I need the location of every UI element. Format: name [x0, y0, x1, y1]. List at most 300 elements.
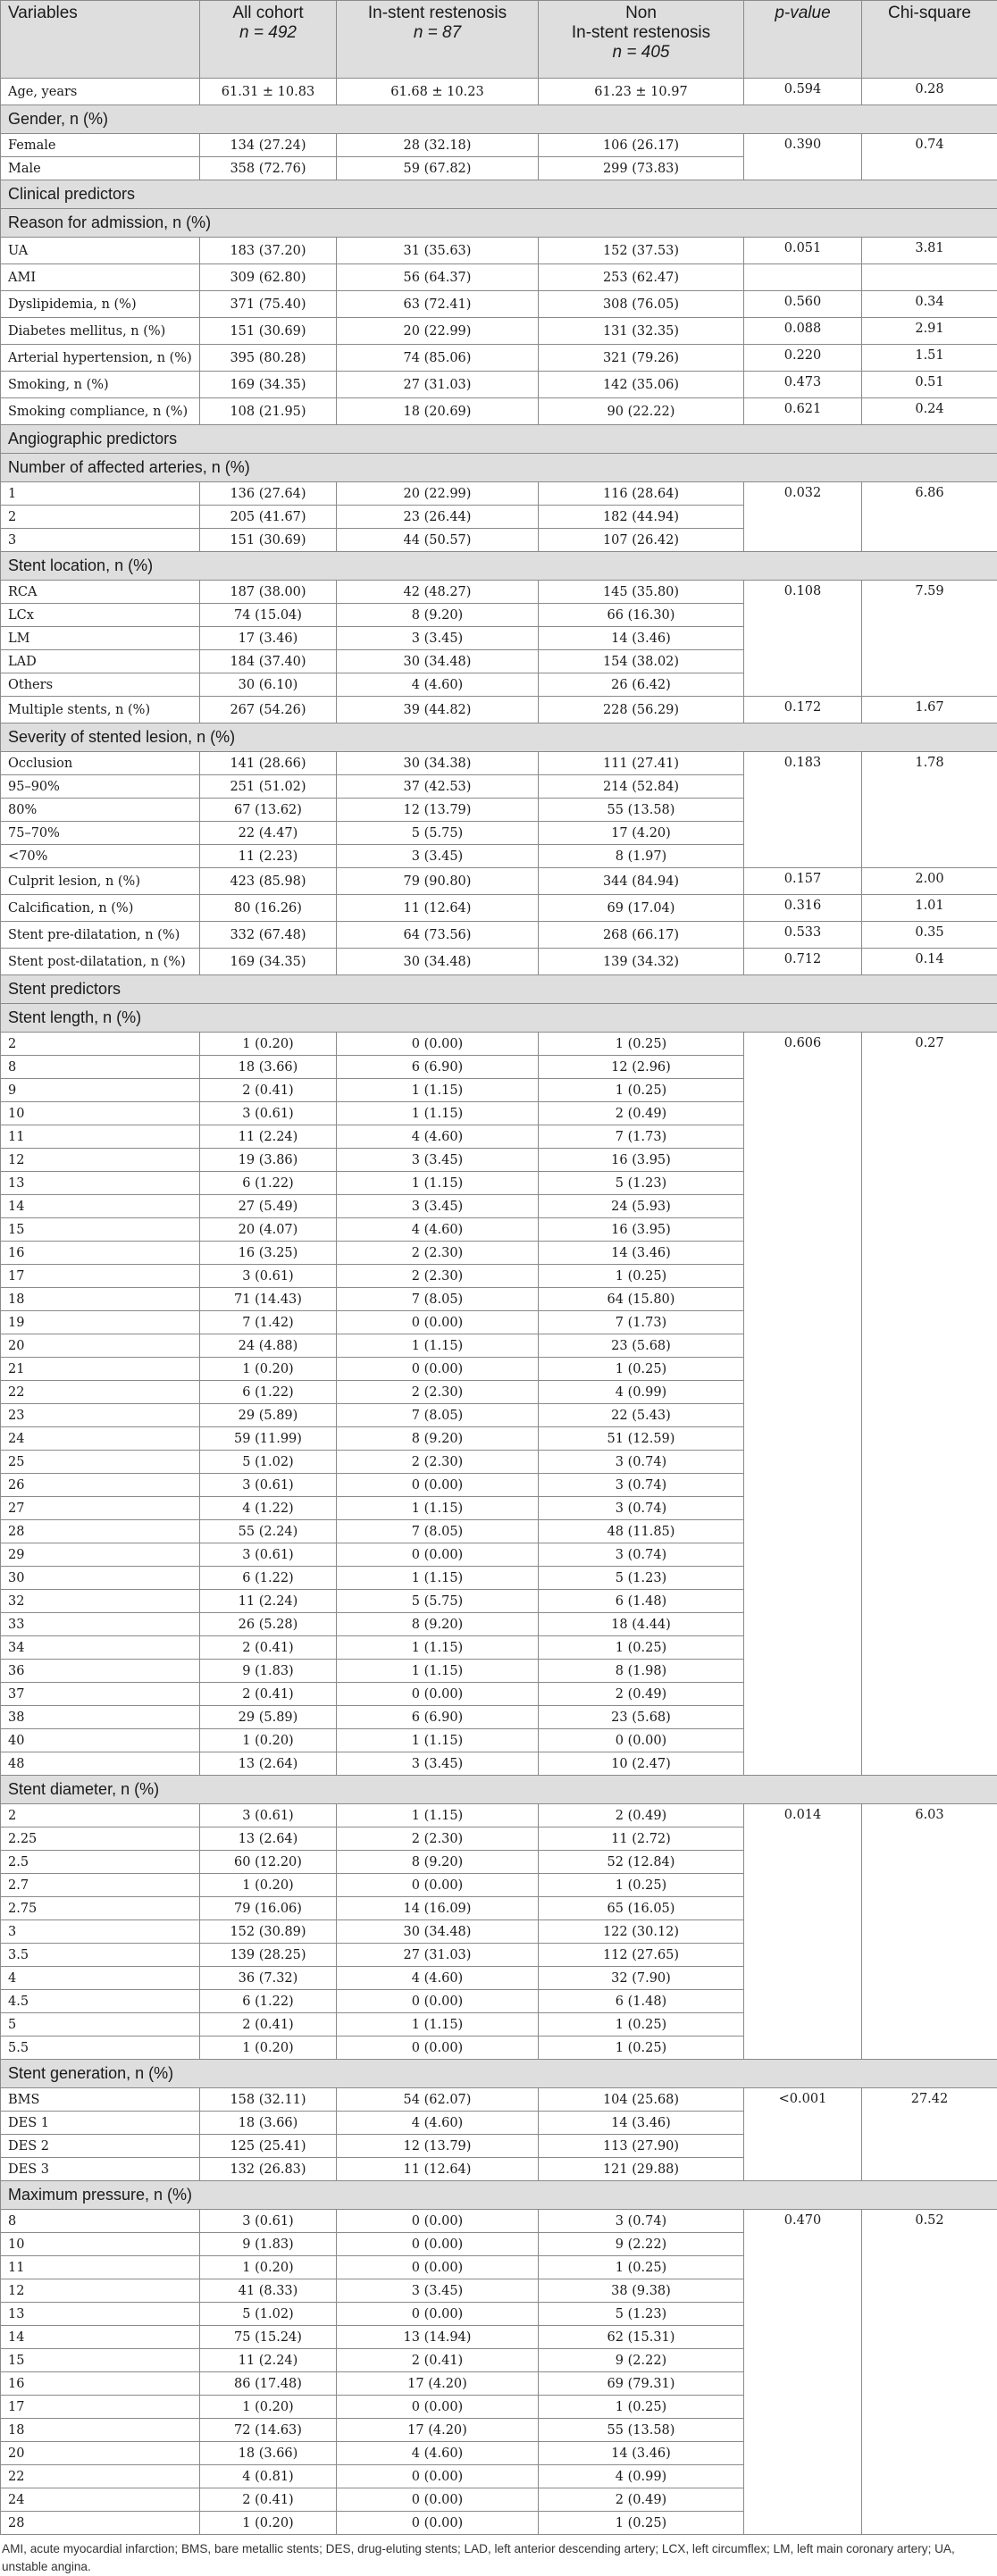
cell-variable: RCA	[1, 581, 200, 604]
cell-isr: 14 (16.09)	[337, 1897, 539, 1920]
cell-all-cohort: 18 (3.66)	[200, 2112, 337, 2135]
cell-all-cohort: 152 (30.89)	[200, 1920, 337, 1944]
cell-non-isr: 268 (66.17)	[539, 922, 744, 949]
cell-pvalue: 0.316	[744, 895, 862, 922]
cell-non-isr: 122 (30.12)	[539, 1920, 744, 1944]
cell-isr: 74 (85.06)	[337, 345, 539, 372]
section-header-row	[1, 454, 997, 482]
cell-isr: 44 (50.57)	[337, 529, 539, 552]
cell-non-isr: 3 (0.74)	[539, 2210, 744, 2233]
cell-isr: 1 (1.15)	[337, 1172, 539, 1195]
cell-isr: 37 (42.53)	[337, 775, 539, 799]
cell-variable: 20	[1, 1334, 200, 1358]
cell-variable: BMS	[1, 2088, 200, 2112]
cell-pvalue	[744, 264, 862, 291]
cell-all-cohort: 9 (1.83)	[200, 1660, 337, 1683]
cell-variable: 11	[1, 1125, 200, 1149]
cell-isr: 31 (35.63)	[337, 238, 539, 264]
cell-variable: 2.25	[1, 1827, 200, 1851]
cell-isr: 4 (4.60)	[337, 2112, 539, 2135]
table-row	[1, 868, 997, 895]
cell-variable: Dyslipidemia, n (%)	[1, 291, 200, 318]
cell-isr: 1 (1.15)	[337, 1497, 539, 1520]
cell-all-cohort: 61.31 ± 10.83	[200, 79, 337, 105]
cell-isr: 7 (8.05)	[337, 1520, 539, 1543]
cell-isr: 1 (1.15)	[337, 2013, 539, 2037]
cell-variable: Female	[1, 134, 200, 157]
cell-all-cohort: 1 (0.20)	[200, 1874, 337, 1897]
cell-all-cohort: 1 (0.20)	[200, 2256, 337, 2279]
cell-non-isr: 8 (1.97)	[539, 845, 744, 868]
section-label: Clinical predictors	[1, 180, 997, 209]
cell-isr: 0 (0.00)	[337, 2256, 539, 2279]
cell-isr: 63 (72.41)	[337, 291, 539, 318]
cell-non-isr: 113 (27.90)	[539, 2135, 744, 2158]
cell-isr: 42 (48.27)	[337, 581, 539, 604]
cell-chisquare: 0.52	[862, 2210, 997, 2535]
cell-chisquare: 1.01	[862, 895, 997, 922]
cell-isr: 0 (0.00)	[337, 1874, 539, 1897]
cell-isr: 3 (3.45)	[337, 627, 539, 650]
section-header-row	[1, 723, 997, 752]
cell-all-cohort: 158 (32.11)	[200, 2088, 337, 2112]
cell-variable: Calcification, n (%)	[1, 895, 200, 922]
cell-all-cohort: 125 (25.41)	[200, 2135, 337, 2158]
cell-non-isr: 5 (1.23)	[539, 2303, 744, 2326]
cell-chisquare: 0.34	[862, 291, 997, 318]
cell-all-cohort: 3 (0.61)	[200, 1265, 337, 1288]
section-header-row	[1, 552, 997, 581]
cell-variable: 18	[1, 2419, 200, 2442]
cell-all-cohort: 60 (12.20)	[200, 1851, 337, 1874]
cell-non-isr: 55 (13.58)	[539, 2419, 744, 2442]
cell-variable: LAD	[1, 650, 200, 673]
cell-non-isr: 131 (32.35)	[539, 318, 744, 345]
cell-variable: LM	[1, 627, 200, 650]
cell-chisquare: 0.74	[862, 134, 997, 180]
cell-isr: 13 (14.94)	[337, 2326, 539, 2349]
cell-all-cohort: 309 (62.80)	[200, 264, 337, 291]
cell-non-isr: 4 (0.99)	[539, 1381, 744, 1404]
cell-all-cohort: 267 (54.26)	[200, 697, 337, 723]
cell-isr: 4 (4.60)	[337, 1218, 539, 1242]
cell-non-isr: 8 (1.98)	[539, 1660, 744, 1683]
cell-all-cohort: 132 (26.83)	[200, 2158, 337, 2181]
cell-all-cohort: 6 (1.22)	[200, 1990, 337, 2013]
cell-non-isr: 18 (4.44)	[539, 1613, 744, 1636]
cell-isr: 61.68 ± 10.23	[337, 79, 539, 105]
cell-all-cohort: 41 (8.33)	[200, 2279, 337, 2303]
cell-non-isr: 22 (5.43)	[539, 1404, 744, 1427]
cell-isr: 30 (34.48)	[337, 949, 539, 975]
cell-isr: 0 (0.00)	[337, 1311, 539, 1334]
cell-non-isr: 32 (7.90)	[539, 1967, 744, 1990]
cell-isr: 20 (22.99)	[337, 318, 539, 345]
cell-non-isr: 14 (3.46)	[539, 2442, 744, 2465]
cell-all-cohort: 151 (30.69)	[200, 529, 337, 552]
cell-all-cohort: 71 (14.43)	[200, 1288, 337, 1311]
cell-isr: 18 (20.69)	[337, 398, 539, 425]
cell-variable: 4	[1, 1967, 200, 1990]
cell-isr: 2 (0.41)	[337, 2349, 539, 2372]
cell-isr: 12 (13.79)	[337, 799, 539, 822]
cell-isr: 1 (1.15)	[337, 1636, 539, 1660]
cell-non-isr: 3 (0.74)	[539, 1543, 744, 1567]
cell-isr: 4 (4.60)	[337, 1125, 539, 1149]
cell-all-cohort: 72 (14.63)	[200, 2419, 337, 2442]
cell-all-cohort: 16 (3.25)	[200, 1242, 337, 1265]
cell-variable: 2.5	[1, 1851, 200, 1874]
cell-variable: <70%	[1, 845, 200, 868]
cell-chisquare: 1.67	[862, 697, 997, 723]
cell-non-isr: 5 (1.23)	[539, 1567, 744, 1590]
cell-all-cohort: 19 (3.86)	[200, 1149, 337, 1172]
cell-non-isr: 228 (56.29)	[539, 697, 744, 723]
cell-pvalue: <0.001	[744, 2088, 862, 2181]
cell-pvalue: 0.473	[744, 372, 862, 398]
cell-all-cohort: 423 (85.98)	[200, 868, 337, 895]
table-row	[1, 238, 997, 264]
section-label: Stent diameter, n (%)	[1, 1776, 997, 1804]
header-all-cohort: All cohort n = 492	[200, 1, 337, 79]
cell-all-cohort: 67 (13.62)	[200, 799, 337, 822]
cell-variable: 13	[1, 2303, 200, 2326]
cell-isr: 30 (34.48)	[337, 1920, 539, 1944]
cell-non-isr: 7 (1.73)	[539, 1125, 744, 1149]
cell-variable: 9	[1, 1079, 200, 1102]
cell-variable: 3	[1, 1920, 200, 1944]
cell-chisquare: 6.03	[862, 1804, 997, 2060]
cell-all-cohort: 1 (0.20)	[200, 2396, 337, 2419]
cell-pvalue: 0.470	[744, 2210, 862, 2535]
cell-isr: 30 (34.48)	[337, 650, 539, 673]
cell-non-isr: 51 (12.59)	[539, 1427, 744, 1451]
cell-non-isr: 214 (52.84)	[539, 775, 744, 799]
cell-isr: 64 (73.56)	[337, 922, 539, 949]
cell-all-cohort: 29 (5.89)	[200, 1404, 337, 1427]
cell-non-isr: 65 (16.05)	[539, 1897, 744, 1920]
cell-variable: 19	[1, 1311, 200, 1334]
cell-variable: 28	[1, 2512, 200, 2535]
cell-all-cohort: 80 (16.26)	[200, 895, 337, 922]
cell-all-cohort: 1 (0.20)	[200, 2037, 337, 2060]
cell-isr: 0 (0.00)	[337, 1033, 539, 1056]
cell-non-isr: 182 (44.94)	[539, 506, 744, 529]
cell-all-cohort: 358 (72.76)	[200, 157, 337, 180]
cell-variable: 24	[1, 2488, 200, 2512]
section-header-row	[1, 180, 997, 209]
cell-non-isr: 90 (22.22)	[539, 398, 744, 425]
cell-chisquare: 7.59	[862, 581, 997, 697]
cell-all-cohort: 251 (51.02)	[200, 775, 337, 799]
table-row	[1, 372, 997, 398]
cell-non-isr: 107 (26.42)	[539, 529, 744, 552]
section-header-row	[1, 425, 997, 454]
cell-isr: 8 (9.20)	[337, 1613, 539, 1636]
cell-all-cohort: 6 (1.22)	[200, 1172, 337, 1195]
cell-chisquare: 6.86	[862, 482, 997, 552]
cell-variable: 8	[1, 1056, 200, 1079]
cell-isr: 6 (6.90)	[337, 1056, 539, 1079]
cell-all-cohort: 29 (5.89)	[200, 1706, 337, 1729]
cell-non-isr: 142 (35.06)	[539, 372, 744, 398]
cell-non-isr: 9 (2.22)	[539, 2349, 744, 2372]
header-isr: In-stent restenosis n = 87	[337, 1, 539, 79]
cell-isr: 2 (2.30)	[337, 1242, 539, 1265]
cell-all-cohort: 7 (1.42)	[200, 1311, 337, 1334]
cell-variable: 3	[1, 529, 200, 552]
cell-variable: 14	[1, 2326, 200, 2349]
cell-non-isr: 3 (0.74)	[539, 1474, 744, 1497]
cell-variable: 10	[1, 1102, 200, 1125]
cell-variable: 12	[1, 2279, 200, 2303]
cell-all-cohort: 3 (0.61)	[200, 1804, 337, 1827]
cell-variable: 4.5	[1, 1990, 200, 2013]
cell-non-isr: 6 (1.48)	[539, 1590, 744, 1613]
cell-pvalue: 0.157	[744, 868, 862, 895]
cell-non-isr: 3 (0.74)	[539, 1451, 744, 1474]
table-row	[1, 2088, 997, 2112]
cell-non-isr: 66 (16.30)	[539, 604, 744, 627]
cell-variable: 16	[1, 1242, 200, 1265]
section-header-row	[1, 2181, 997, 2210]
cell-isr: 0 (0.00)	[337, 2488, 539, 2512]
cell-all-cohort: 17 (3.46)	[200, 627, 337, 650]
cell-non-isr: 2 (0.49)	[539, 1683, 744, 1706]
cell-non-isr: 7 (1.73)	[539, 1311, 744, 1334]
cell-isr: 5 (5.75)	[337, 822, 539, 845]
cell-non-isr: 0 (0.00)	[539, 1729, 744, 1752]
cell-all-cohort: 26 (5.28)	[200, 1613, 337, 1636]
cell-non-isr: 69 (17.04)	[539, 895, 744, 922]
cell-isr: 17 (4.20)	[337, 2419, 539, 2442]
cell-chisquare: 27.42	[862, 2088, 997, 2181]
cell-isr: 3 (3.45)	[337, 1149, 539, 1172]
cell-pvalue: 0.172	[744, 697, 862, 723]
cell-non-isr: 2 (0.49)	[539, 2488, 744, 2512]
cell-non-isr: 116 (28.64)	[539, 482, 744, 506]
cell-non-isr: 14 (3.46)	[539, 1242, 744, 1265]
cell-non-isr: 16 (3.95)	[539, 1218, 744, 1242]
cell-isr: 11 (12.64)	[337, 895, 539, 922]
table-row	[1, 1033, 997, 1056]
cell-all-cohort: 332 (67.48)	[200, 922, 337, 949]
cell-non-isr: 11 (2.72)	[539, 1827, 744, 1851]
cell-all-cohort: 169 (34.35)	[200, 372, 337, 398]
cell-variable: 17	[1, 2396, 200, 2419]
cell-all-cohort: 136 (27.64)	[200, 482, 337, 506]
cell-variable: 28	[1, 1520, 200, 1543]
section-header-row	[1, 1776, 997, 1804]
cell-variable: 15	[1, 2349, 200, 2372]
cell-variable: UA	[1, 238, 200, 264]
cell-variable: 14	[1, 1195, 200, 1218]
cell-isr: 39 (44.82)	[337, 697, 539, 723]
cell-variable: 5.5	[1, 2037, 200, 2060]
cell-all-cohort: 11 (2.24)	[200, 2349, 337, 2372]
cell-pvalue: 0.712	[744, 949, 862, 975]
cell-isr: 0 (0.00)	[337, 2233, 539, 2256]
cell-variable: LCx	[1, 604, 200, 627]
section-header-row	[1, 209, 997, 238]
cell-all-cohort: 59 (11.99)	[200, 1427, 337, 1451]
section-label: Number of affected arteries, n (%)	[1, 454, 997, 482]
cell-all-cohort: 5 (1.02)	[200, 1451, 337, 1474]
cell-isr: 0 (0.00)	[337, 2210, 539, 2233]
cell-pvalue: 0.183	[744, 752, 862, 868]
cell-variable: 17	[1, 1265, 200, 1288]
cell-pvalue: 0.606	[744, 1033, 862, 1776]
cell-isr: 2 (2.30)	[337, 1827, 539, 1851]
cell-all-cohort: 2 (0.41)	[200, 1683, 337, 1706]
cell-variable: Arterial hypertension, n (%)	[1, 345, 200, 372]
section-label: Gender, n (%)	[1, 105, 997, 134]
cell-non-isr: 1 (0.25)	[539, 1358, 744, 1381]
cell-variable: 1	[1, 482, 200, 506]
cell-pvalue: 0.560	[744, 291, 862, 318]
table-row	[1, 345, 997, 372]
cell-isr: 59 (67.82)	[337, 157, 539, 180]
cell-non-isr: 145 (35.80)	[539, 581, 744, 604]
cell-all-cohort: 184 (37.40)	[200, 650, 337, 673]
cell-all-cohort: 187 (38.00)	[200, 581, 337, 604]
cell-pvalue: 0.533	[744, 922, 862, 949]
table-row	[1, 752, 997, 775]
cell-all-cohort: 1 (0.20)	[200, 1033, 337, 1056]
cell-non-isr: 3 (0.74)	[539, 1497, 744, 1520]
cell-non-isr: 1 (0.25)	[539, 1636, 744, 1660]
cell-isr: 3 (3.45)	[337, 1752, 539, 1776]
cell-variable: 3.5	[1, 1944, 200, 1967]
cell-variable: 12	[1, 1149, 200, 1172]
cell-non-isr: 14 (3.46)	[539, 627, 744, 650]
cell-non-isr: 106 (26.17)	[539, 134, 744, 157]
cell-variable: 2.75	[1, 1897, 200, 1920]
cell-variable: 10	[1, 2233, 200, 2256]
cell-isr: 0 (0.00)	[337, 2465, 539, 2488]
table-row	[1, 895, 997, 922]
cell-non-isr: 1 (0.25)	[539, 1874, 744, 1897]
cell-non-isr: 61.23 ± 10.97	[539, 79, 744, 105]
cell-non-isr: 38 (9.38)	[539, 2279, 744, 2303]
cell-all-cohort: 1 (0.20)	[200, 1729, 337, 1752]
section-header-row	[1, 105, 997, 134]
cell-isr: 23 (26.44)	[337, 506, 539, 529]
table-row	[1, 318, 997, 345]
cell-isr: 0 (0.00)	[337, 2396, 539, 2419]
cell-pvalue: 0.220	[744, 345, 862, 372]
cell-chisquare: 0.14	[862, 949, 997, 975]
cell-all-cohort: 3 (0.61)	[200, 1543, 337, 1567]
cell-variable: 36	[1, 1660, 200, 1683]
cell-variable: 80%	[1, 799, 200, 822]
cell-all-cohort: 2 (0.41)	[200, 1636, 337, 1660]
cell-variable: Smoking, n (%)	[1, 372, 200, 398]
table-row	[1, 79, 997, 105]
cell-all-cohort: 4 (1.22)	[200, 1497, 337, 1520]
cell-non-isr: 1 (0.25)	[539, 1033, 744, 1056]
cell-non-isr: 24 (5.93)	[539, 1195, 744, 1218]
cell-isr: 1 (1.15)	[337, 1102, 539, 1125]
cell-variable: Smoking compliance, n (%)	[1, 398, 200, 425]
cell-variable: 40	[1, 1729, 200, 1752]
cell-variable: 34	[1, 1636, 200, 1660]
cell-pvalue: 0.032	[744, 482, 862, 552]
cell-chisquare: 0.35	[862, 922, 997, 949]
cell-all-cohort: 18 (3.66)	[200, 1056, 337, 1079]
cell-chisquare: 1.78	[862, 752, 997, 868]
cell-all-cohort: 4 (0.81)	[200, 2465, 337, 2488]
table-row	[1, 291, 997, 318]
section-header-row	[1, 1004, 997, 1033]
table-row	[1, 398, 997, 425]
cell-isr: 7 (8.05)	[337, 1404, 539, 1427]
cell-all-cohort: 20 (4.07)	[200, 1218, 337, 1242]
cell-all-cohort: 371 (75.40)	[200, 291, 337, 318]
cell-all-cohort: 1 (0.20)	[200, 2512, 337, 2535]
cell-chisquare: 0.27	[862, 1033, 997, 1776]
cell-variable: AMI	[1, 264, 200, 291]
table-row	[1, 2210, 997, 2233]
cell-variable: 95–90%	[1, 775, 200, 799]
cell-pvalue: 0.088	[744, 318, 862, 345]
cell-all-cohort: 151 (30.69)	[200, 318, 337, 345]
cell-variable: 22	[1, 1381, 200, 1404]
cell-non-isr: 121 (29.88)	[539, 2158, 744, 2181]
cell-variable: 2.7	[1, 1874, 200, 1897]
cell-pvalue: 0.621	[744, 398, 862, 425]
cell-non-isr: 62 (15.31)	[539, 2326, 744, 2349]
header-row	[1, 1, 997, 79]
cell-isr: 0 (0.00)	[337, 1543, 539, 1567]
cell-all-cohort: 5 (1.02)	[200, 2303, 337, 2326]
cell-variable: 32	[1, 1590, 200, 1613]
cell-variable: 37	[1, 1683, 200, 1706]
cell-non-isr: 26 (6.42)	[539, 673, 744, 697]
cell-chisquare: 0.51	[862, 372, 997, 398]
cell-isr: 8 (9.20)	[337, 604, 539, 627]
table-row	[1, 949, 997, 975]
cell-isr: 3 (3.45)	[337, 1195, 539, 1218]
cell-chisquare: 0.28	[862, 79, 997, 105]
cell-pvalue: 0.108	[744, 581, 862, 697]
cell-all-cohort: 22 (4.47)	[200, 822, 337, 845]
cell-variable: Age, years	[1, 79, 200, 105]
cell-isr: 7 (8.05)	[337, 1288, 539, 1311]
cell-chisquare: 2.00	[862, 868, 997, 895]
cell-chisquare: 0.24	[862, 398, 997, 425]
cell-variable: Male	[1, 157, 200, 180]
cell-isr: 1 (1.15)	[337, 1804, 539, 1827]
cell-variable: DES 2	[1, 2135, 200, 2158]
cell-non-isr: 17 (4.20)	[539, 822, 744, 845]
table-row	[1, 1804, 997, 1827]
cell-chisquare: 2.91	[862, 318, 997, 345]
cell-variable: 24	[1, 1427, 200, 1451]
cell-pvalue: 0.390	[744, 134, 862, 180]
cell-non-isr: 4 (0.99)	[539, 2465, 744, 2488]
cell-non-isr: 112 (27.65)	[539, 1944, 744, 1967]
cell-isr: 0 (0.00)	[337, 1474, 539, 1497]
cell-non-isr: 1 (0.25)	[539, 2396, 744, 2419]
cell-isr: 79 (90.80)	[337, 868, 539, 895]
cell-non-isr: 16 (3.95)	[539, 1149, 744, 1172]
cell-pvalue: 0.014	[744, 1804, 862, 2060]
section-label: Stent location, n (%)	[1, 552, 997, 581]
cell-isr: 17 (4.20)	[337, 2372, 539, 2396]
cell-isr: 20 (22.99)	[337, 482, 539, 506]
cell-variable: 30	[1, 1567, 200, 1590]
